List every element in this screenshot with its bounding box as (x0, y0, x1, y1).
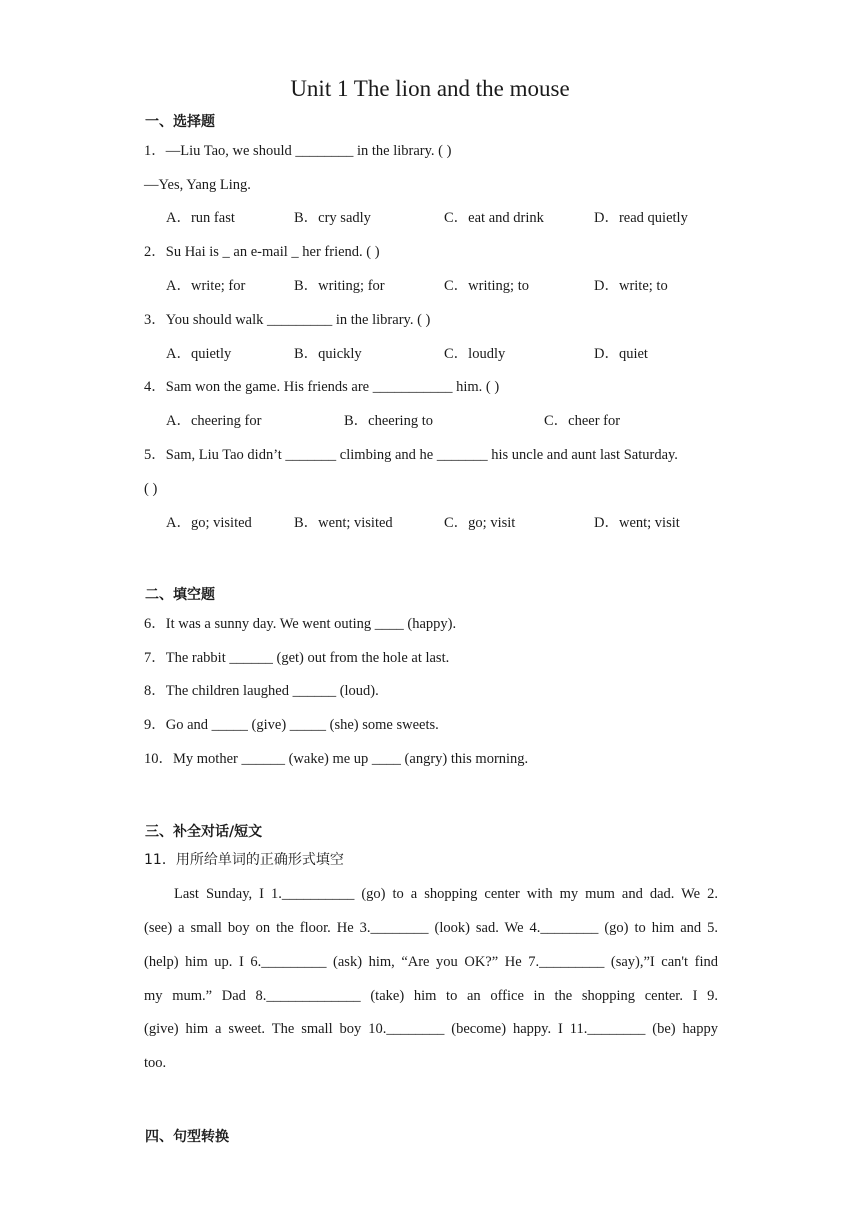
passage-line: (see) a small boy on the floor. He 3.________ (look) sad. We 4.________ (go) to him and 5. (144, 920, 718, 936)
question-5-option-a: A．go; visited (166, 515, 252, 531)
question-5-answer-paren: ( ) (144, 481, 158, 497)
question-3-option-d: D．quiet (594, 346, 648, 362)
question-2-stem: 2．Su Hai is _ an e-mail _ her friend. ( ) (144, 244, 380, 260)
question-2-option-c: C．writing; to (444, 278, 529, 294)
passage-line: (give) him a sweet. The small boy 10.________ (become) happy. I 11.________ (be) happy (144, 1021, 718, 1037)
question-8: 8．The children laughed ______ (loud). (144, 683, 379, 699)
question-1-reply: —Yes, Yang Ling. (144, 177, 251, 193)
section-heading-complete-passage: 三、补全对话/短文 (145, 824, 263, 840)
question-1-option-a: A．run fast (166, 210, 235, 226)
question-4-option-c: C．cheer for (544, 413, 621, 429)
question-3-option-a: A．quietly (166, 346, 232, 362)
question-11-instruction: 11．用所给单词的正确形式填空 (144, 852, 344, 868)
question-5-option-b: B．went; visited (294, 515, 393, 531)
passage-line: too. (144, 1055, 167, 1071)
section-heading-choice: 一、选择题 (145, 114, 215, 130)
passage-line: my mum.” Dad 8._____________ (take) him to an office in the shopping center. I 9. (144, 988, 718, 1004)
question-1-option-b: B．cry sadly (294, 210, 371, 226)
question-4-stem: 4．Sam won the game. His friends are ___________ him. ( ) (144, 379, 500, 395)
passage-line: (help) him up. I 6._________ (ask) him, “Are you OK?” He 7._________ (say),”I can't find (144, 954, 718, 970)
question-2-option-b: B．writing; for (294, 278, 385, 294)
section-heading-fill-blank: 二、填空题 (145, 587, 215, 603)
question-10: 10．My mother ______ (wake) me up ____ (angry) this morning. (144, 751, 529, 767)
question-1-option-c: C．eat and drink (444, 210, 544, 226)
question-1-option-d: D．read quietly (594, 210, 688, 226)
question-2-option-d: D．write; to (594, 278, 668, 294)
page-title: Unit 1 The lion and the mouse (290, 76, 570, 101)
question-1-stem: 1．—Liu Tao, we should ________ in the library. ( ) (144, 143, 452, 159)
question-7: 7．The rabbit ______ (get) out from the hole at last. (144, 650, 450, 666)
question-4-option-a: A．cheering for (166, 413, 262, 429)
question-2-option-a: A．write; for (166, 278, 246, 294)
question-3-option-c: C．loudly (444, 346, 506, 362)
question-3-stem: 3．You should walk _________ in the library. ( ) (144, 312, 431, 328)
question-9: 9．Go and _____ (give) _____ (she) some sweets. (144, 717, 439, 733)
question-5-option-d: D．went; visit (594, 515, 680, 531)
passage-line: Last Sunday, I 1.__________ (go) to a shopping center with my mum and dad. We 2. (174, 886, 718, 902)
section-heading-sentence-transform: 四、句型转换 (145, 1129, 229, 1145)
question-4-option-b: B．cheering to (344, 413, 433, 429)
question-6: 6．It was a sunny day. We went outing ____ (happy). (144, 616, 457, 632)
question-5-stem: 5．Sam, Liu Tao didn’t _______ climbing and he _______ his uncle and aunt last Saturday. (144, 447, 678, 463)
question-3-option-b: B．quickly (294, 346, 362, 362)
question-5-option-c: C．go; visit (444, 515, 516, 531)
